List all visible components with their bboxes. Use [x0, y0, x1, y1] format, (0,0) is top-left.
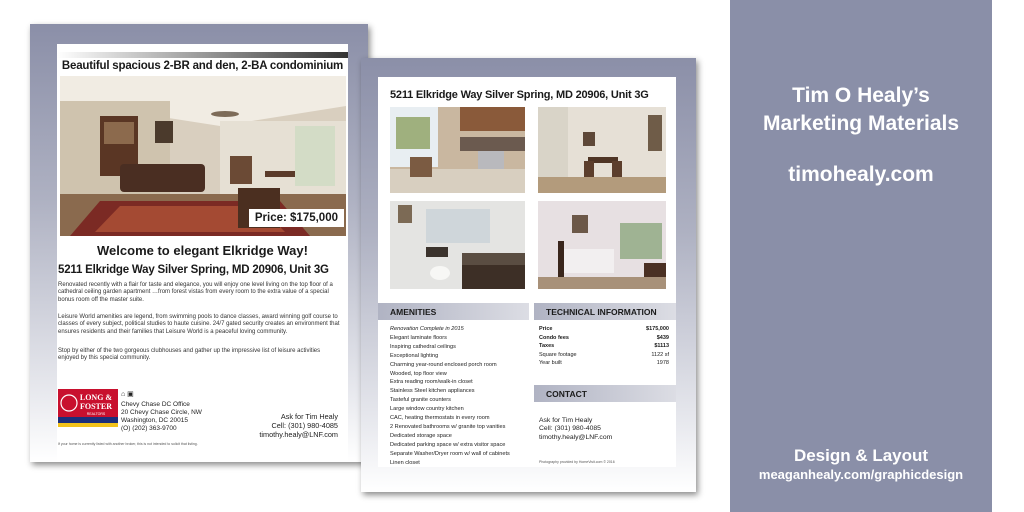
office-name: Chevy Chase DC Office: [121, 401, 190, 408]
list-item: Wooded, top floor view: [390, 370, 447, 377]
header-rule: [57, 52, 348, 58]
list-item: Tasteful granite counters: [390, 397, 451, 404]
table-row: [539, 359, 669, 368]
kitchen-photo: [390, 107, 525, 193]
list-item: Dedicated storage space: [390, 432, 452, 439]
list-item: Linen closet: [390, 459, 420, 466]
amenities-list: [390, 325, 532, 468]
list-item: Dedicated parking space w/ extra visitor space: [390, 441, 506, 448]
svg-text:FOSTER: FOSTER: [79, 402, 113, 411]
tech-value: 1122 sf: [651, 351, 669, 358]
list-item: Large window country kitchen: [390, 406, 464, 413]
table-row: [539, 325, 669, 334]
bathroom-photo: [390, 201, 525, 289]
svg-text:REALTORS: REALTORS: [86, 412, 106, 416]
portfolio-website: timohealy.com: [788, 163, 934, 186]
office-street: 20 Chevy Chase Circle, NW: [121, 409, 202, 416]
contact-email: timothy.healy@LNF.com: [539, 433, 613, 441]
technical-info-heading: TECHNICAL INFORMATION: [534, 303, 676, 320]
design-credit-title: Design & Layout: [793, 446, 929, 465]
table-row: [539, 334, 669, 343]
list-item: Exceptional lighting: [390, 352, 439, 359]
photo-credit: Photography provided by HomeVisit.com © 2016: [539, 460, 615, 464]
agent-name: Ask for Tim Healy: [280, 412, 338, 421]
tech-label: Taxes: [539, 343, 555, 350]
flyer-back-page: [361, 58, 696, 492]
portfolio-title: [730, 82, 992, 138]
list-item: Renovation Complete in 2015: [390, 326, 464, 332]
flyer-front-page: [30, 24, 368, 462]
contact-heading: CONTACT: [534, 385, 676, 402]
dining-room-photo: [538, 107, 666, 193]
tech-label: Condo fees: [539, 334, 569, 341]
amenities-paragraph: Leisure World amenities are legend, from swimming pools to dance classes, award winning golf course to classes of every subject, political studies to haute cuisine. 24/7 gated security creates an environment that ensures residents and their families that Leisure World is a peaceful loving community.: [58, 314, 340, 335]
flyer-front-content: [57, 44, 348, 462]
flyer-back-content: [378, 77, 676, 467]
design-credit-url: meaganhealy.com/graphicdesign: [758, 467, 964, 482]
list-item: Inspiring cathedral ceilings: [390, 343, 456, 350]
tech-value: $1113: [654, 343, 669, 350]
price-tag: Price: $175,000: [249, 209, 344, 227]
back-property-address: 5211 Elkridge Way Silver Spring, MD 20906, Unit 3G: [390, 89, 649, 101]
list-item: Elegant laminate floors: [390, 334, 447, 341]
contact-name: Ask for Tim Healy: [539, 417, 593, 424]
tech-value: 1978: [656, 360, 669, 367]
amenities-heading: AMENITIES: [378, 303, 529, 320]
office-phone: (O) (202) 363-9700: [121, 425, 177, 432]
contact-cell: Cell: (301) 980-4085: [539, 425, 601, 433]
tech-label: Year built: [539, 360, 562, 367]
contact-block: [539, 417, 612, 442]
clubhouse-paragraph: Stop by either of the two gorgeous clubhouses and gather up the impressive list of leisure activities enjoyed by this special community.: [58, 348, 321, 362]
tech-label: Price: [539, 326, 553, 332]
list-item: CAC, heating thermostats in every room: [390, 415, 490, 422]
svg-text:LONG &: LONG &: [79, 393, 113, 402]
office-city: Washington, DC 20015: [121, 417, 188, 424]
listing-headline: Beautiful spacious 2-BR and den, 2-BA condominium: [61, 60, 344, 72]
list-item: Separate Washer/Dryer room w/ wall of cabinets: [390, 450, 510, 457]
table-row: [539, 342, 669, 351]
tech-value: $175,000: [646, 326, 669, 332]
tech-value: $439: [656, 334, 669, 341]
bedroom-photo: [538, 201, 666, 289]
portfolio-info-panel: [730, 0, 992, 512]
portfolio-title-line1: Tim O Healy’s: [792, 84, 930, 107]
agent-email: timothy.healy@LNF.com: [259, 429, 338, 439]
agent-cell: Cell: (301) 980-4085: [271, 420, 338, 430]
agent-contact-block: [259, 413, 338, 439]
table-row: [539, 351, 669, 360]
property-address: 5211 Elkridge Way Silver Spring, MD 20906, Unit 3G: [58, 264, 329, 276]
office-address-block: [121, 401, 202, 433]
technical-info-table: [539, 325, 669, 368]
list-item: Stainless Steel kitchen appliances: [390, 388, 475, 395]
portfolio-title-line2: Marketing Materials: [762, 112, 960, 135]
tech-label: Square footage: [539, 351, 577, 358]
listing-disclaimer: If your home is currently listed with another broker, this is not intended to solicit that listing.: [58, 442, 198, 446]
list-item: Charming year-round enclosed porch room: [390, 361, 497, 368]
equal-housing-icon: ⌂ ▣: [121, 391, 134, 398]
list-item: Extra reading room/walk-in closet: [390, 379, 473, 386]
description-paragraph: Renovated recently with a flair for taste and elegance, you will enjoy one level living on the top floor of a cathedral ceiling garden apartment …from forest vistas from every room to the extra value of a special bonus room off the master suite.: [58, 282, 333, 303]
list-item: 2 Renovated bathrooms w/ granite top vanities: [390, 423, 506, 430]
welcome-heading: Welcome to elegant Elkridge Way!: [97, 243, 308, 258]
long-foster-logo: [58, 389, 118, 427]
